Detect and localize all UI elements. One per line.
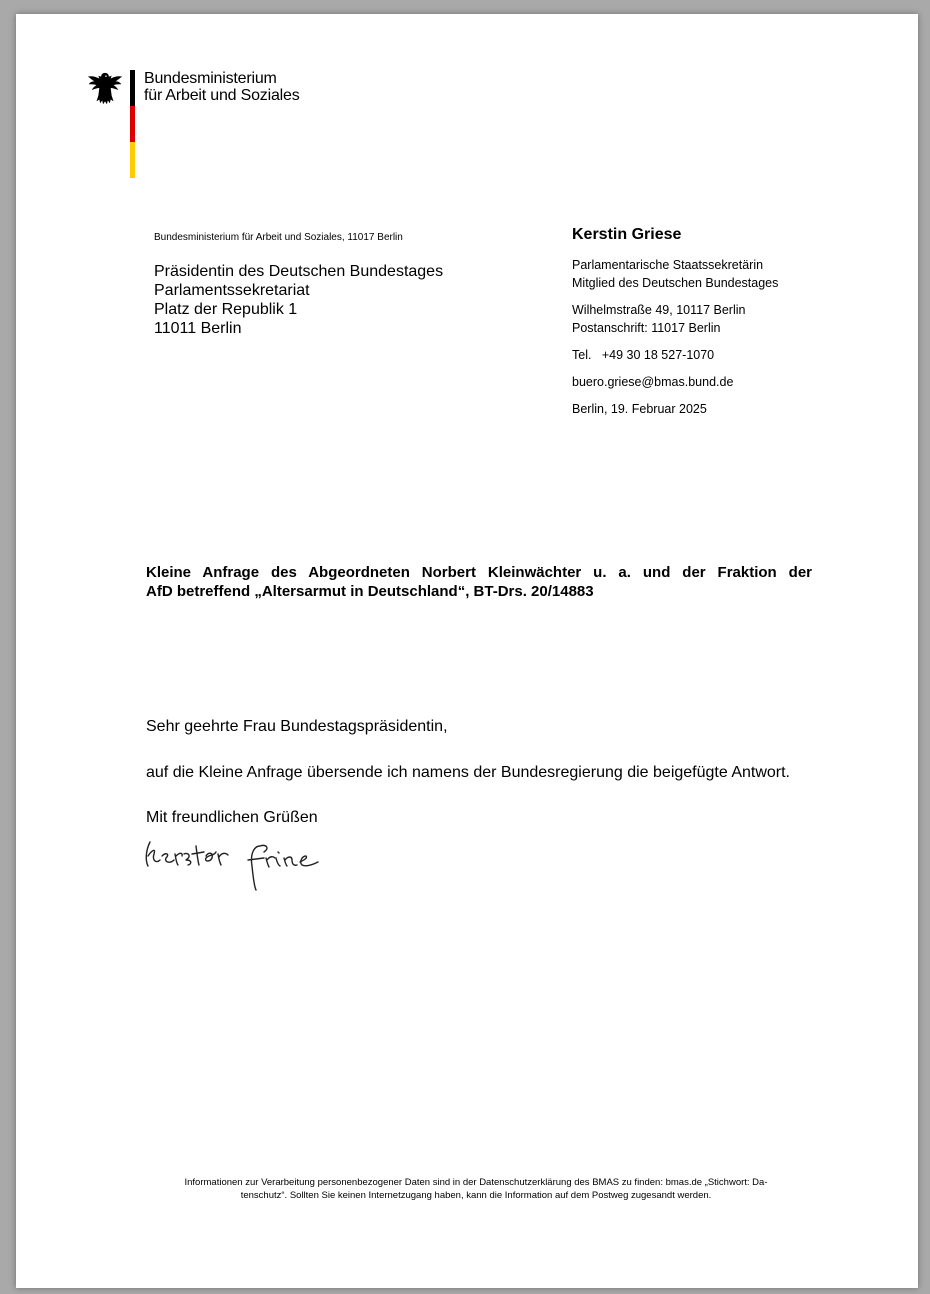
flag-bar — [130, 70, 135, 178]
ministry-line-1: Bundesministerium — [144, 70, 277, 87]
contact-title: Parlamentarische Staatssekretärin — [572, 258, 764, 272]
recipient-line: Präsidentin des Deutschen Bundestages — [154, 263, 444, 280]
flag-red — [130, 106, 135, 142]
contact-phone: Tel. +49 30 18 527-1070 — [572, 348, 715, 362]
contact-postal: Postanschrift: 11017 Berlin — [572, 321, 721, 335]
subject-line — [146, 563, 812, 601]
contact-address: Wilhelmstraße 49, 10117 Berlin — [572, 303, 746, 317]
flag-black — [130, 70, 135, 106]
recipient-line: 11011 Berlin — [154, 320, 242, 337]
letter-body: auf die Kleine Anfrage übersende ich namens der Bundesregierung die beigefügte Antwort. — [146, 764, 790, 781]
closing-formula: Mit freundlichen Grüßen — [146, 809, 318, 826]
subject-line-2: AfD betreffend „Altersarmut in Deutschland“, BT-Drs. 20/14883 — [146, 583, 594, 600]
sender-line: Bundesministerium für Arbeit und Soziales, 11017 Berlin — [154, 232, 403, 243]
contact-block — [572, 226, 872, 418]
recipient-line: Platz der Republik 1 — [154, 301, 298, 318]
recipient-line: Parlamentssekretariat — [154, 282, 310, 299]
federal-eagle-icon — [86, 70, 124, 108]
subject-line-1: Kleine Anfrage des Abgeordneten Norbert Kleinwächter u. a. und der Fraktion der — [146, 564, 812, 581]
footer-line-2: tenschutz“. Sollten Sie keinen Internetzugang haben, kann die Information auf dem Postweg zugesandt werden. — [240, 1190, 712, 1201]
footer-line-1: Informationen zur Verarbeitung personenbezogener Daten sind in der Datenschutzerklärung des BMAS zu finden: bmas.de „Stichwort: Da- — [184, 1177, 768, 1188]
handwritten-signature — [142, 832, 362, 892]
recipient-address — [154, 262, 443, 338]
letter-date: Berlin, 19. Februar 2025 — [572, 402, 707, 416]
contact-name: Kerstin Griese — [572, 226, 682, 243]
ministry-name — [144, 70, 300, 104]
salutation: Sehr geehrte Frau Bundestagspräsidentin, — [146, 718, 448, 735]
flag-gold — [130, 142, 135, 178]
letter-page — [16, 14, 918, 1288]
privacy-footer — [146, 1176, 806, 1202]
contact-member: Mitglied des Deutschen Bundestages — [572, 276, 779, 290]
ministry-line-2: für Arbeit und Soziales — [144, 87, 300, 104]
contact-email: buero.griese@bmas.bund.de — [572, 375, 734, 389]
